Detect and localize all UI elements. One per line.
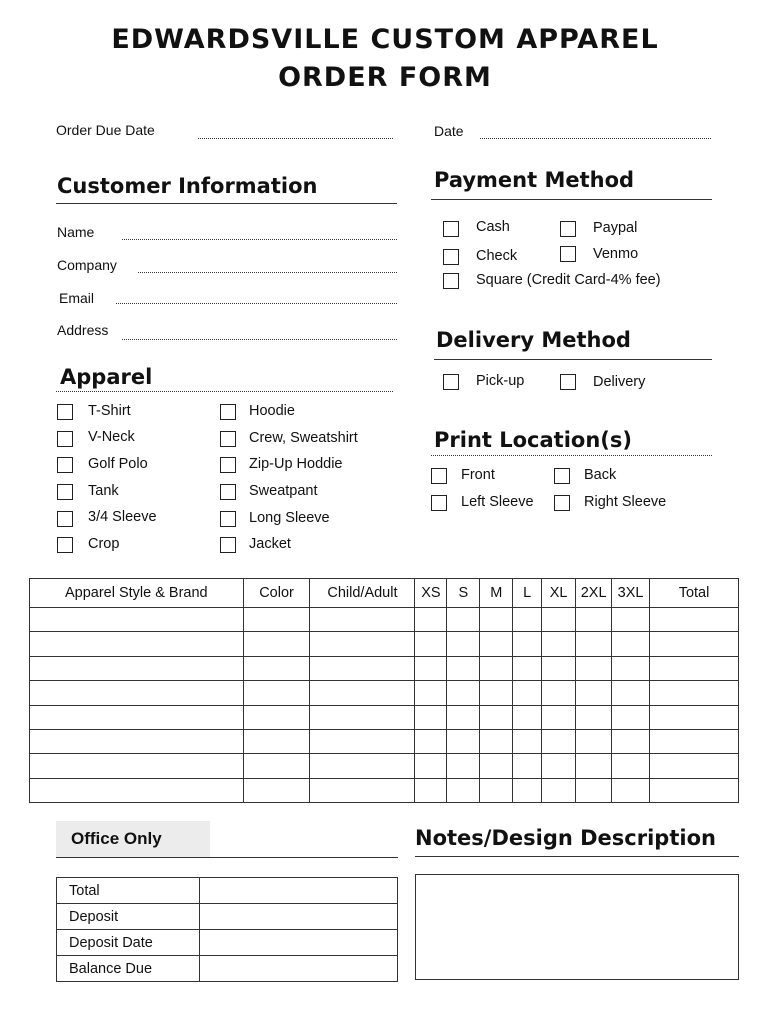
cell-child-adult[interactable]	[310, 778, 415, 802]
table-row	[30, 705, 739, 729]
order-table-header-row	[30, 579, 739, 608]
cell-xl[interactable]	[542, 778, 576, 802]
option-venmo: Venmo	[593, 246, 639, 262]
cell-l[interactable]	[513, 632, 542, 656]
office-row-total	[57, 878, 398, 904]
checkbox-crop[interactable]	[57, 537, 73, 553]
cell-xl[interactable]	[542, 608, 576, 632]
order-due-date-field[interactable]	[198, 138, 393, 139]
apparel-long-sleeve: Long Sleeve	[249, 510, 330, 526]
apparel-crew-sweatshirt: Crew, Sweatshirt	[249, 430, 358, 446]
col-header-xs: XS	[415, 579, 447, 608]
table-row	[30, 778, 739, 802]
cell-2xl[interactable]	[576, 754, 612, 778]
payment-method-rule	[431, 199, 712, 200]
address-field[interactable]	[122, 339, 397, 340]
print-front: Front	[461, 467, 495, 483]
table-row	[30, 632, 739, 656]
cell-3xl[interactable]	[612, 754, 650, 778]
cell-3xl[interactable]	[612, 608, 650, 632]
office-row-balance-due	[57, 956, 398, 982]
name-field[interactable]	[122, 239, 397, 240]
apparel-golf-polo: Golf Polo	[88, 456, 148, 472]
cell-style-brand[interactable]	[30, 705, 244, 729]
cell-m[interactable]	[480, 705, 513, 729]
cell-color[interactable]	[243, 608, 310, 632]
office-row-deposit-date	[57, 930, 398, 956]
option-delivery: Delivery	[593, 374, 646, 390]
col-header-2xl: 2XL	[576, 579, 612, 608]
cell-s[interactable]	[447, 608, 480, 632]
office-only-rule	[56, 857, 398, 858]
apparel-three-quarter-sleeve: 3/4 Sleeve	[88, 509, 157, 525]
order-table	[29, 578, 739, 803]
cell-2xl[interactable]	[576, 656, 612, 680]
checkbox-zip-up-hoodie[interactable]	[220, 457, 236, 473]
cell-total[interactable]	[650, 681, 739, 705]
apparel-vneck: V-Neck	[88, 429, 135, 445]
name-label: Name	[57, 224, 95, 240]
checkbox-golf-polo[interactable]	[57, 457, 73, 473]
checkbox-left-sleeve[interactable]	[431, 495, 447, 511]
option-paypal: Paypal	[593, 220, 638, 236]
apparel-tshirt: T-Shirt	[88, 403, 131, 419]
cell-total[interactable]	[650, 705, 739, 729]
apparel-rule	[56, 391, 393, 392]
col-header-m: M	[480, 579, 513, 608]
cell-xs[interactable]	[415, 705, 447, 729]
cell-style-brand[interactable]	[30, 754, 244, 778]
col-header-child-adult: Child/Adult	[310, 579, 415, 608]
checkbox-jacket[interactable]	[220, 537, 236, 553]
cell-s[interactable]	[447, 754, 480, 778]
print-location-heading: Print Location(s)	[434, 428, 632, 452]
cell-xs[interactable]	[415, 729, 447, 753]
cell-color[interactable]	[243, 705, 310, 729]
cell-color[interactable]	[243, 656, 310, 680]
cell-total[interactable]	[650, 656, 739, 680]
cell-s[interactable]	[447, 632, 480, 656]
cell-color[interactable]	[243, 778, 310, 802]
cell-m[interactable]	[480, 632, 513, 656]
checkbox-long-sleeve[interactable]	[220, 511, 236, 527]
checkbox-venmo[interactable]	[560, 246, 576, 262]
office-only-heading: Office Only	[56, 821, 210, 857]
cell-style-brand[interactable]	[30, 608, 244, 632]
office-label-deposit-date: Deposit Date	[57, 930, 200, 956]
notes-textbox[interactable]	[415, 874, 739, 980]
cell-3xl[interactable]	[612, 705, 650, 729]
checkbox-three-quarter-sleeve[interactable]	[57, 511, 73, 527]
table-row	[30, 608, 739, 632]
cell-style-brand[interactable]	[30, 632, 244, 656]
apparel-tank: Tank	[88, 483, 119, 499]
col-header-style-brand: Apparel Style & Brand	[30, 579, 244, 608]
order-due-date-label: Order Due Date	[56, 122, 155, 138]
office-row-deposit	[57, 904, 398, 930]
apparel-heading: Apparel	[60, 365, 153, 389]
cell-style-brand[interactable]	[30, 681, 244, 705]
payment-method-heading: Payment Method	[434, 168, 635, 192]
checkbox-square[interactable]	[443, 273, 459, 289]
cell-total[interactable]	[650, 754, 739, 778]
table-row	[30, 729, 739, 753]
office-value-balance-due[interactable]	[199, 956, 397, 982]
cell-style-brand[interactable]	[30, 778, 244, 802]
apparel-jacket: Jacket	[249, 536, 291, 552]
cell-xl[interactable]	[542, 681, 576, 705]
form-title-line2: ORDER FORM	[278, 62, 492, 93]
cell-3xl[interactable]	[612, 778, 650, 802]
form-title-line1: EDWARDSVILLE CUSTOM APPAREL	[111, 24, 659, 55]
cell-m[interactable]	[480, 681, 513, 705]
checkbox-tshirt[interactable]	[57, 404, 73, 420]
cell-s[interactable]	[447, 729, 480, 753]
cell-total[interactable]	[650, 778, 739, 802]
cell-child-adult[interactable]	[310, 754, 415, 778]
office-label-total: Total	[57, 878, 200, 904]
cell-child-adult[interactable]	[310, 656, 415, 680]
cell-m[interactable]	[480, 608, 513, 632]
cell-m[interactable]	[480, 656, 513, 680]
company-label: Company	[57, 257, 117, 273]
cell-s[interactable]	[447, 681, 480, 705]
cell-child-adult[interactable]	[310, 632, 415, 656]
cell-m[interactable]	[480, 778, 513, 802]
cell-xs[interactable]	[415, 632, 447, 656]
cell-3xl[interactable]	[612, 681, 650, 705]
col-header-total: Total	[650, 579, 739, 608]
company-field[interactable]	[138, 272, 397, 273]
checkbox-tank[interactable]	[57, 484, 73, 500]
cell-xl[interactable]	[542, 729, 576, 753]
checkbox-pickup[interactable]	[443, 374, 459, 390]
checkbox-check[interactable]	[443, 249, 459, 265]
cell-2xl[interactable]	[576, 778, 612, 802]
notes-heading: Notes/Design Description	[415, 826, 716, 850]
office-value-total[interactable]	[199, 878, 397, 904]
option-cash: Cash	[476, 219, 510, 235]
checkbox-front[interactable]	[431, 468, 447, 484]
cell-child-adult[interactable]	[310, 729, 415, 753]
cell-2xl[interactable]	[576, 729, 612, 753]
office-value-deposit-date[interactable]	[199, 930, 397, 956]
cell-child-adult[interactable]	[310, 681, 415, 705]
cell-2xl[interactable]	[576, 705, 612, 729]
cell-m[interactable]	[480, 729, 513, 753]
checkbox-crew-sweatshirt[interactable]	[220, 431, 236, 447]
cell-child-adult[interactable]	[310, 608, 415, 632]
cell-l[interactable]	[513, 681, 542, 705]
print-back: Back	[584, 467, 617, 483]
col-header-3xl: 3XL	[612, 579, 650, 608]
cell-l[interactable]	[513, 705, 542, 729]
checkbox-cash[interactable]	[443, 221, 459, 237]
notes-rule	[415, 856, 739, 857]
cell-xs[interactable]	[415, 656, 447, 680]
cell-xl[interactable]	[542, 632, 576, 656]
table-row	[30, 754, 739, 778]
cell-s[interactable]	[447, 656, 480, 680]
customer-info-rule	[56, 203, 397, 204]
delivery-method-rule	[434, 359, 712, 360]
cell-l[interactable]	[513, 608, 542, 632]
col-header-l: L	[513, 579, 542, 608]
cell-xs[interactable]	[415, 608, 447, 632]
office-value-deposit[interactable]	[199, 904, 397, 930]
customer-info-heading: Customer Information	[57, 174, 318, 198]
col-header-s: S	[447, 579, 480, 608]
cell-style-brand[interactable]	[30, 729, 244, 753]
cell-color[interactable]	[243, 729, 310, 753]
table-row	[30, 681, 739, 705]
cell-color[interactable]	[243, 632, 310, 656]
option-check: Check	[476, 248, 518, 264]
checkbox-hoodie[interactable]	[220, 404, 236, 420]
cell-total[interactable]	[650, 729, 739, 753]
checkbox-vneck[interactable]	[57, 431, 73, 447]
cell-s[interactable]	[447, 705, 480, 729]
address-label: Address	[57, 322, 109, 338]
cell-2xl[interactable]	[576, 608, 612, 632]
date-label: Date	[434, 123, 464, 139]
cell-total[interactable]	[650, 608, 739, 632]
cell-xs[interactable]	[415, 778, 447, 802]
col-header-color: Color	[243, 579, 310, 608]
office-label-balance-due: Balance Due	[57, 956, 200, 982]
print-location-rule	[431, 455, 712, 456]
apparel-hoodie: Hoodie	[249, 403, 295, 419]
cell-2xl[interactable]	[576, 681, 612, 705]
cell-l[interactable]	[513, 778, 542, 802]
option-square: Square (Credit Card-4% fee)	[476, 272, 661, 288]
cell-l[interactable]	[513, 656, 542, 680]
cell-style-brand[interactable]	[30, 656, 244, 680]
office-label-deposit: Deposit	[57, 904, 200, 930]
cell-xl[interactable]	[542, 656, 576, 680]
cell-color[interactable]	[243, 681, 310, 705]
email-field[interactable]	[116, 303, 397, 304]
cell-total[interactable]	[650, 632, 739, 656]
cell-l[interactable]	[513, 729, 542, 753]
checkbox-back[interactable]	[554, 468, 570, 484]
delivery-method-heading: Delivery Method	[436, 328, 631, 352]
cell-xl[interactable]	[542, 754, 576, 778]
apparel-crop: Crop	[88, 536, 120, 552]
apparel-sweatpant: Sweatpant	[249, 483, 318, 499]
cell-3xl[interactable]	[612, 656, 650, 680]
cell-m[interactable]	[480, 754, 513, 778]
cell-child-adult[interactable]	[310, 705, 415, 729]
checkbox-right-sleeve[interactable]	[554, 495, 570, 511]
office-table	[56, 877, 398, 982]
checkbox-delivery[interactable]	[560, 374, 576, 390]
print-right-sleeve: Right Sleeve	[584, 494, 667, 510]
cell-s[interactable]	[447, 778, 480, 802]
cell-color[interactable]	[243, 754, 310, 778]
cell-3xl[interactable]	[612, 729, 650, 753]
checkbox-paypal[interactable]	[560, 221, 576, 237]
cell-l[interactable]	[513, 754, 542, 778]
apparel-zip-up-hoodie: Zip-Up Hoddie	[249, 456, 343, 472]
table-row	[30, 656, 739, 680]
cell-2xl[interactable]	[576, 632, 612, 656]
print-left-sleeve: Left Sleeve	[461, 494, 534, 510]
email-label: Email	[59, 290, 95, 306]
cell-xs[interactable]	[415, 754, 447, 778]
cell-3xl[interactable]	[612, 632, 650, 656]
checkbox-sweatpant[interactable]	[220, 484, 236, 500]
date-field[interactable]	[480, 138, 711, 139]
cell-xs[interactable]	[415, 681, 447, 705]
option-pickup: Pick-up	[476, 373, 525, 389]
cell-xl[interactable]	[542, 705, 576, 729]
col-header-xl: XL	[542, 579, 576, 608]
